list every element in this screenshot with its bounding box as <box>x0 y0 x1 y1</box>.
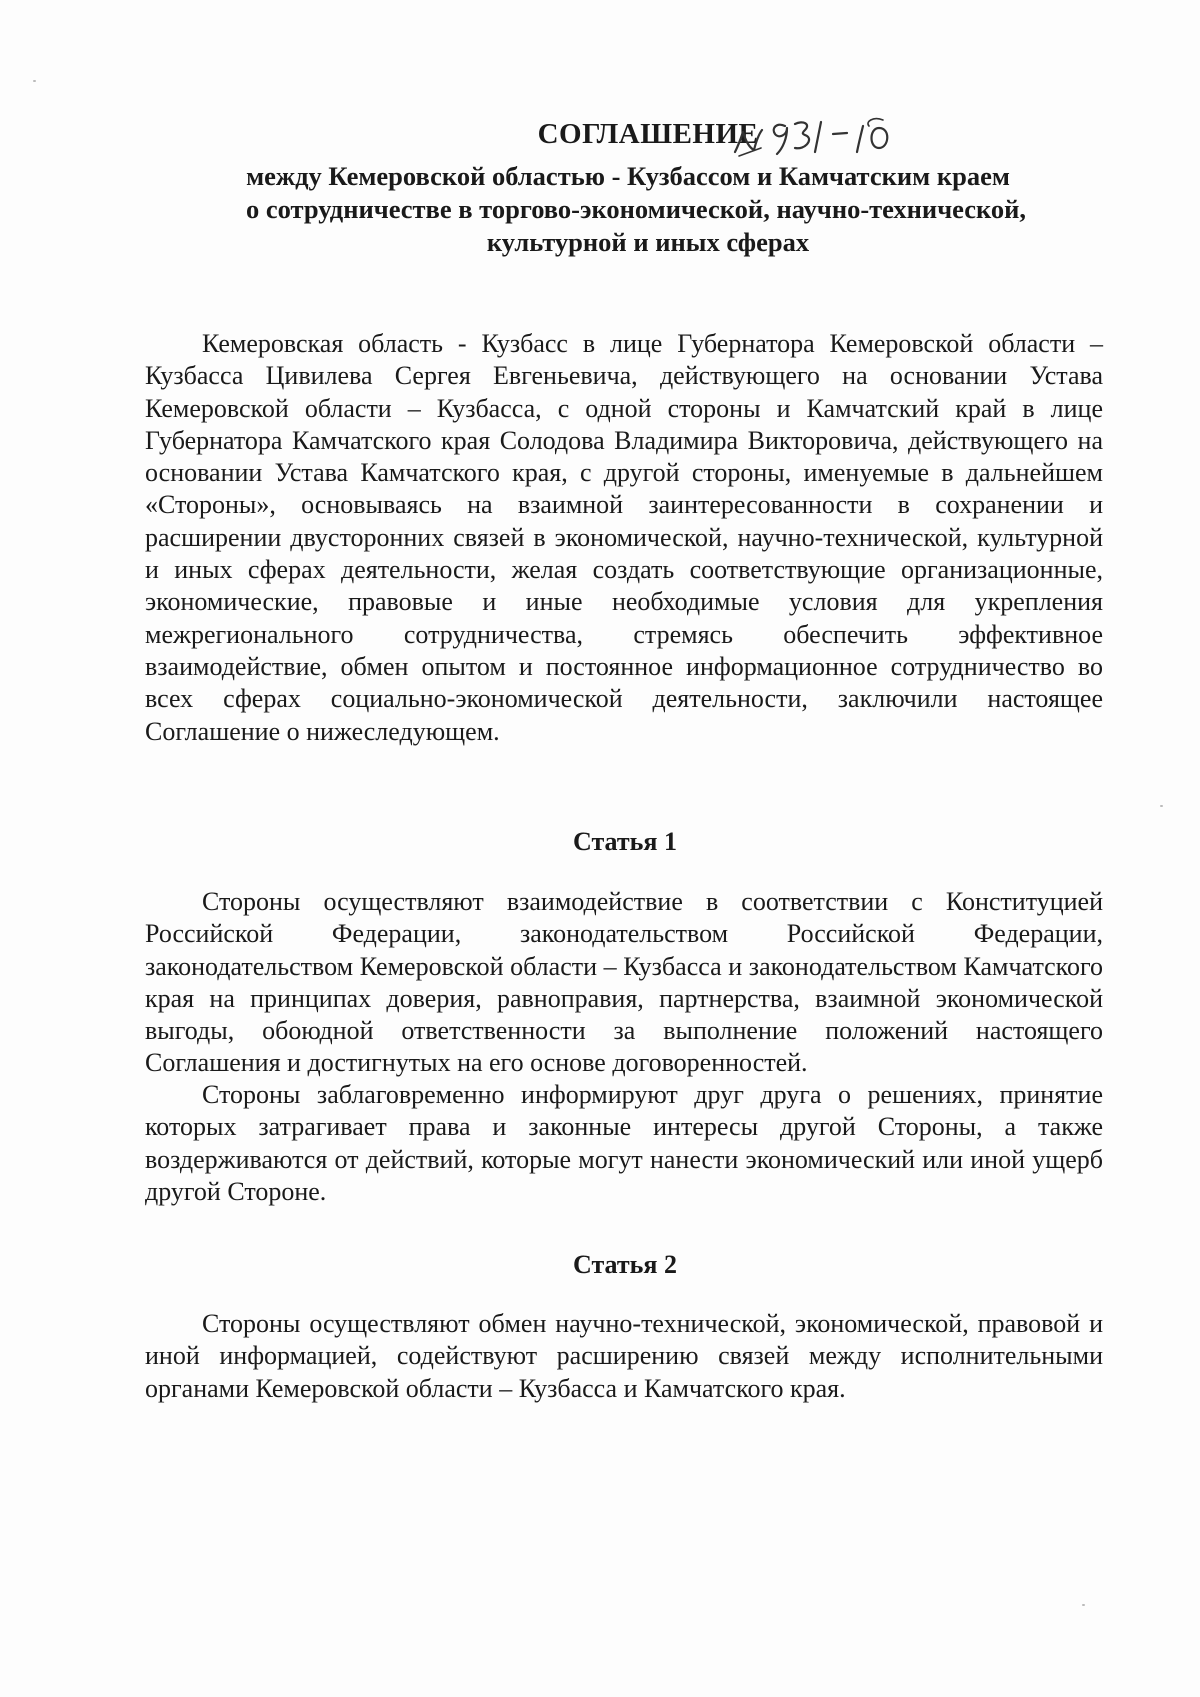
subtitle-line-3: культурной и иных сферах <box>486 227 810 257</box>
article-2-heading: Статья 2 <box>573 1250 677 1279</box>
article-2-paragraph-1-text: Стороны осуществляют обмен научно-технической, экономической, правовой и иной информацией, содействуют расширению связей между исполнительными органами Кемеровской области – Кузбасса и Камчатского края. <box>145 1309 1103 1403</box>
article-1-paragraph-1-text: Стороны осуществляют взаимодействие в соответствии с Конституцией Российской Федерации, законодательством Российской Федерации, законодательством Кемеровской области – Кузбасса и законодательством Камчатского края на принципах доверия, равноправия, партнерства, взаимной экономической выгоды, обоюдной ответственности за выполнение положений настоящего Соглашения и достигнутых на его основе договоренностей. <box>145 887 1103 1078</box>
article-1-paragraph-1 <box>145 886 1103 1080</box>
intro-paragraph <box>145 328 1103 748</box>
subtitle-line-2: о сотрудничестве в торгово-экономической, научно-технической, <box>245 194 1027 224</box>
document-title <box>0 118 1200 151</box>
scan-speck <box>1160 805 1163 807</box>
scan-speck <box>33 80 36 82</box>
scan-speck <box>1082 1604 1085 1606</box>
intro-text: Кемеровская область - Кузбасс в лице Губернатора Кемеровской области – Кузбасса Цивилева Сергея Евгеньевича, действующего на основании Устава Кемеровской области – Кузбасса, с одной стороны и Камчатский край в лице Губернатора Камчатского края Солодова Владимира Викторовича, действующего на основании Устава Камчатского края, с другой стороны, именуемые в дальнейшем «Стороны», основываясь на взаимной заинтересованности в сохранении и расширении двусторонних связей в экономической, научно-технической, культурной и иных сферах деятельности, желая создать соответствующие организационные, экономические, правовые и иные необходимые условия для укрепления межрегионального сотрудничества, стремясь обеспечить эффективное взаимодействие, обмен опытом и постоянное информационное сотрудничество во всех сферах социально-экономической деятельности, заключили настоящее Соглашение о нижеследующем. <box>145 329 1103 746</box>
document-subtitle <box>0 160 1200 259</box>
handwritten-agreement-number <box>733 112 933 160</box>
article-2-paragraph-1 <box>145 1308 1103 1405</box>
article-1-paragraph-2 <box>145 1079 1103 1208</box>
article-1-paragraph-2-text: Стороны заблаговременно информируют друг друга о решениях, принятие которых затрагивает права и законные интересы другой Стороны, а также воздерживаются от действий, которые могут нанести экономический или иной ущерб другой Стороне. <box>145 1080 1103 1206</box>
subtitle-line-1: между Кемеровской областью - Кузбассом и Камчатским краем <box>246 161 1010 191</box>
article-1-heading: Статья 1 <box>573 827 677 856</box>
title-text: СОГЛАШЕНИЕ <box>537 118 759 150</box>
